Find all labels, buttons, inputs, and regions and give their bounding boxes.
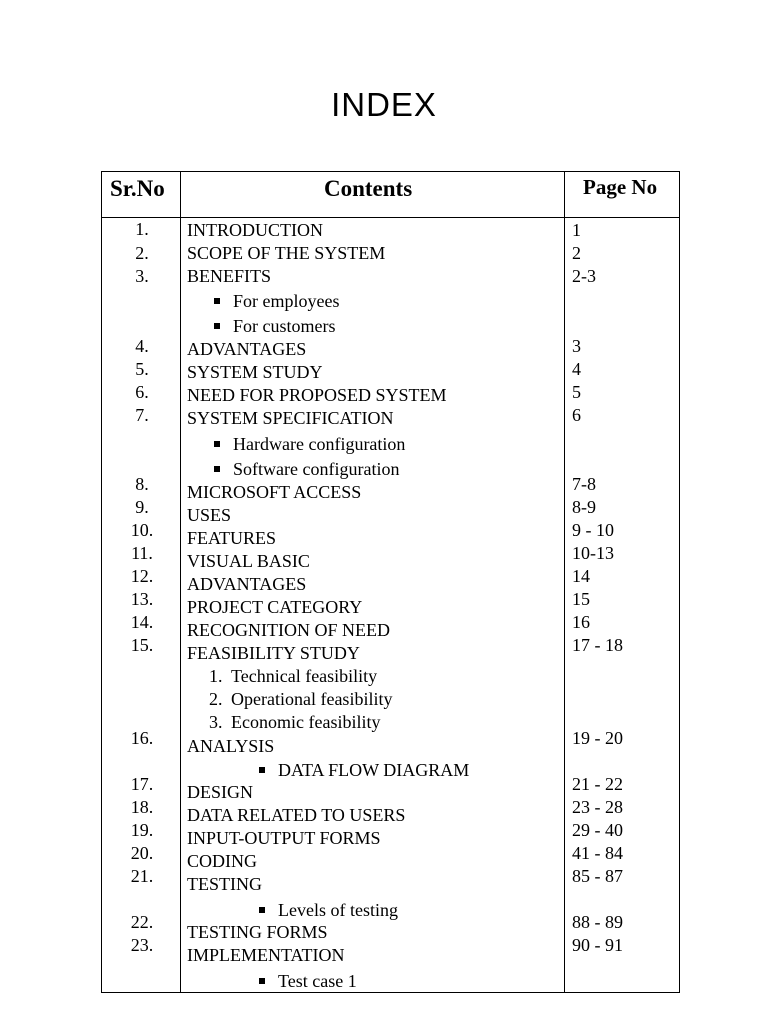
row-content: SYSTEM STUDY — [187, 362, 323, 382]
header-page: Page No — [583, 175, 658, 199]
row-content: SYSTEM SPECIFICATION — [187, 408, 394, 428]
row-content: INPUT-OUTPUT FORMS — [187, 828, 381, 848]
row-srno: 2. — [135, 243, 149, 263]
row-page: 19 - 20 — [572, 728, 623, 748]
header-srno: Sr.No — [110, 176, 165, 201]
row-page: 2 — [572, 243, 581, 263]
row-page: 9 - 10 — [572, 520, 614, 540]
row-page: 10-13 — [572, 543, 614, 563]
row-srno: 3. — [135, 266, 149, 286]
row-content: PROJECT CATEGORY — [187, 597, 363, 617]
row-srno: 10. — [130, 520, 154, 540]
row-srno: 5. — [135, 359, 149, 379]
row-page: 6 — [572, 405, 581, 425]
row-content: FEATURES — [187, 528, 277, 548]
row-srno: 6. — [135, 382, 149, 402]
row-content: CODING — [187, 851, 257, 871]
row-page: 88 - 89 — [572, 912, 623, 932]
row-srno: 14. — [130, 612, 154, 632]
row-content: IMPLEMENTATION — [187, 945, 345, 965]
row-page: 2-3 — [572, 266, 596, 286]
row-content: DESIGN — [187, 782, 253, 802]
row-page: 1 — [572, 220, 581, 240]
row-page: 5 — [572, 382, 581, 402]
row-content: SCOPE OF THE SYSTEM — [187, 243, 386, 263]
row-page: 3 — [572, 336, 581, 356]
row-srno: 11. — [131, 543, 153, 563]
bullet-icon — [259, 907, 265, 913]
index-table — [101, 171, 680, 993]
bullet-icon — [259, 767, 265, 773]
row-srno: 17. — [130, 774, 154, 794]
row-content: FEASIBILITY STUDY — [187, 643, 360, 663]
row-page: 4 — [572, 359, 581, 379]
bullet-icon — [214, 323, 220, 329]
row-content: VISUAL BASIC — [187, 551, 310, 571]
sub-item: For customers — [214, 316, 336, 336]
row-content: ADVANTAGES — [187, 339, 307, 359]
row-page: 16 — [572, 612, 590, 632]
row-content: BENEFITS — [187, 266, 272, 286]
sub-item: Hardware configuration — [214, 434, 405, 454]
row-srno: 8. — [135, 474, 149, 494]
row-page: 21 - 22 — [572, 774, 623, 794]
row-srno: 7. — [135, 405, 149, 425]
page-title: INDEX — [331, 86, 437, 123]
sub-item: 2. Operational feasibility — [209, 689, 393, 709]
row-srno: 12. — [130, 566, 154, 586]
row-page: 41 - 84 — [572, 843, 623, 863]
row-srno: 20. — [130, 843, 154, 863]
row-srno: 15. — [130, 635, 154, 655]
row-page: 14 — [572, 566, 590, 586]
row-content: TESTING — [187, 874, 262, 894]
row-content: NEED FOR PROPOSED SYSTEM — [187, 385, 447, 405]
column-divider — [564, 172, 565, 992]
row-page: 85 - 87 — [572, 866, 623, 886]
row-srno: 21. — [130, 866, 154, 886]
row-page: 29 - 40 — [572, 820, 623, 840]
row-page: 90 - 91 — [572, 935, 623, 955]
row-srno: 9. — [135, 497, 149, 517]
sub-item: Software configuration — [214, 459, 399, 479]
bullet-icon — [214, 441, 220, 447]
row-srno: 13. — [130, 589, 154, 609]
sub-item: Test case 1 — [259, 971, 357, 991]
row-page: 17 - 18 — [572, 635, 623, 655]
row-content: USES — [187, 505, 232, 525]
row-page: 15 — [572, 589, 590, 609]
row-srno: 22. — [130, 912, 154, 932]
row-srno: 4. — [135, 336, 149, 356]
row-content: ADVANTAGES — [187, 574, 307, 594]
bullet-icon — [214, 466, 220, 472]
row-page: 8-9 — [572, 497, 596, 517]
header-divider — [102, 217, 679, 218]
bullet-icon — [214, 298, 220, 304]
row-content: RECOGNITION OF NEED — [187, 620, 390, 640]
row-content: MICROSOFT ACCESS — [187, 482, 362, 502]
row-content: ANALYSIS — [187, 736, 275, 756]
row-page: 23 - 28 — [572, 797, 623, 817]
sub-item: 3. Economic feasibility — [209, 712, 381, 732]
row-srno: 16. — [130, 728, 154, 748]
header-contents: Contents — [324, 176, 413, 201]
sub-item: For employees — [214, 291, 339, 311]
row-srno: 18. — [130, 797, 154, 817]
bullet-icon — [259, 978, 265, 984]
sub-item: 1. Technical feasibility — [209, 666, 378, 686]
row-srno: 19. — [130, 820, 154, 840]
row-srno: 1. — [135, 219, 149, 239]
sub-item: Levels of testing — [259, 900, 398, 920]
sub-item: DATA FLOW DIAGRAM — [259, 760, 469, 780]
row-page: 7-8 — [572, 474, 596, 494]
row-content: DATA RELATED TO USERS — [187, 805, 406, 825]
row-content: TESTING FORMS — [187, 922, 328, 942]
row-content: INTRODUCTION — [187, 220, 323, 240]
row-srno: 23. — [130, 935, 154, 955]
